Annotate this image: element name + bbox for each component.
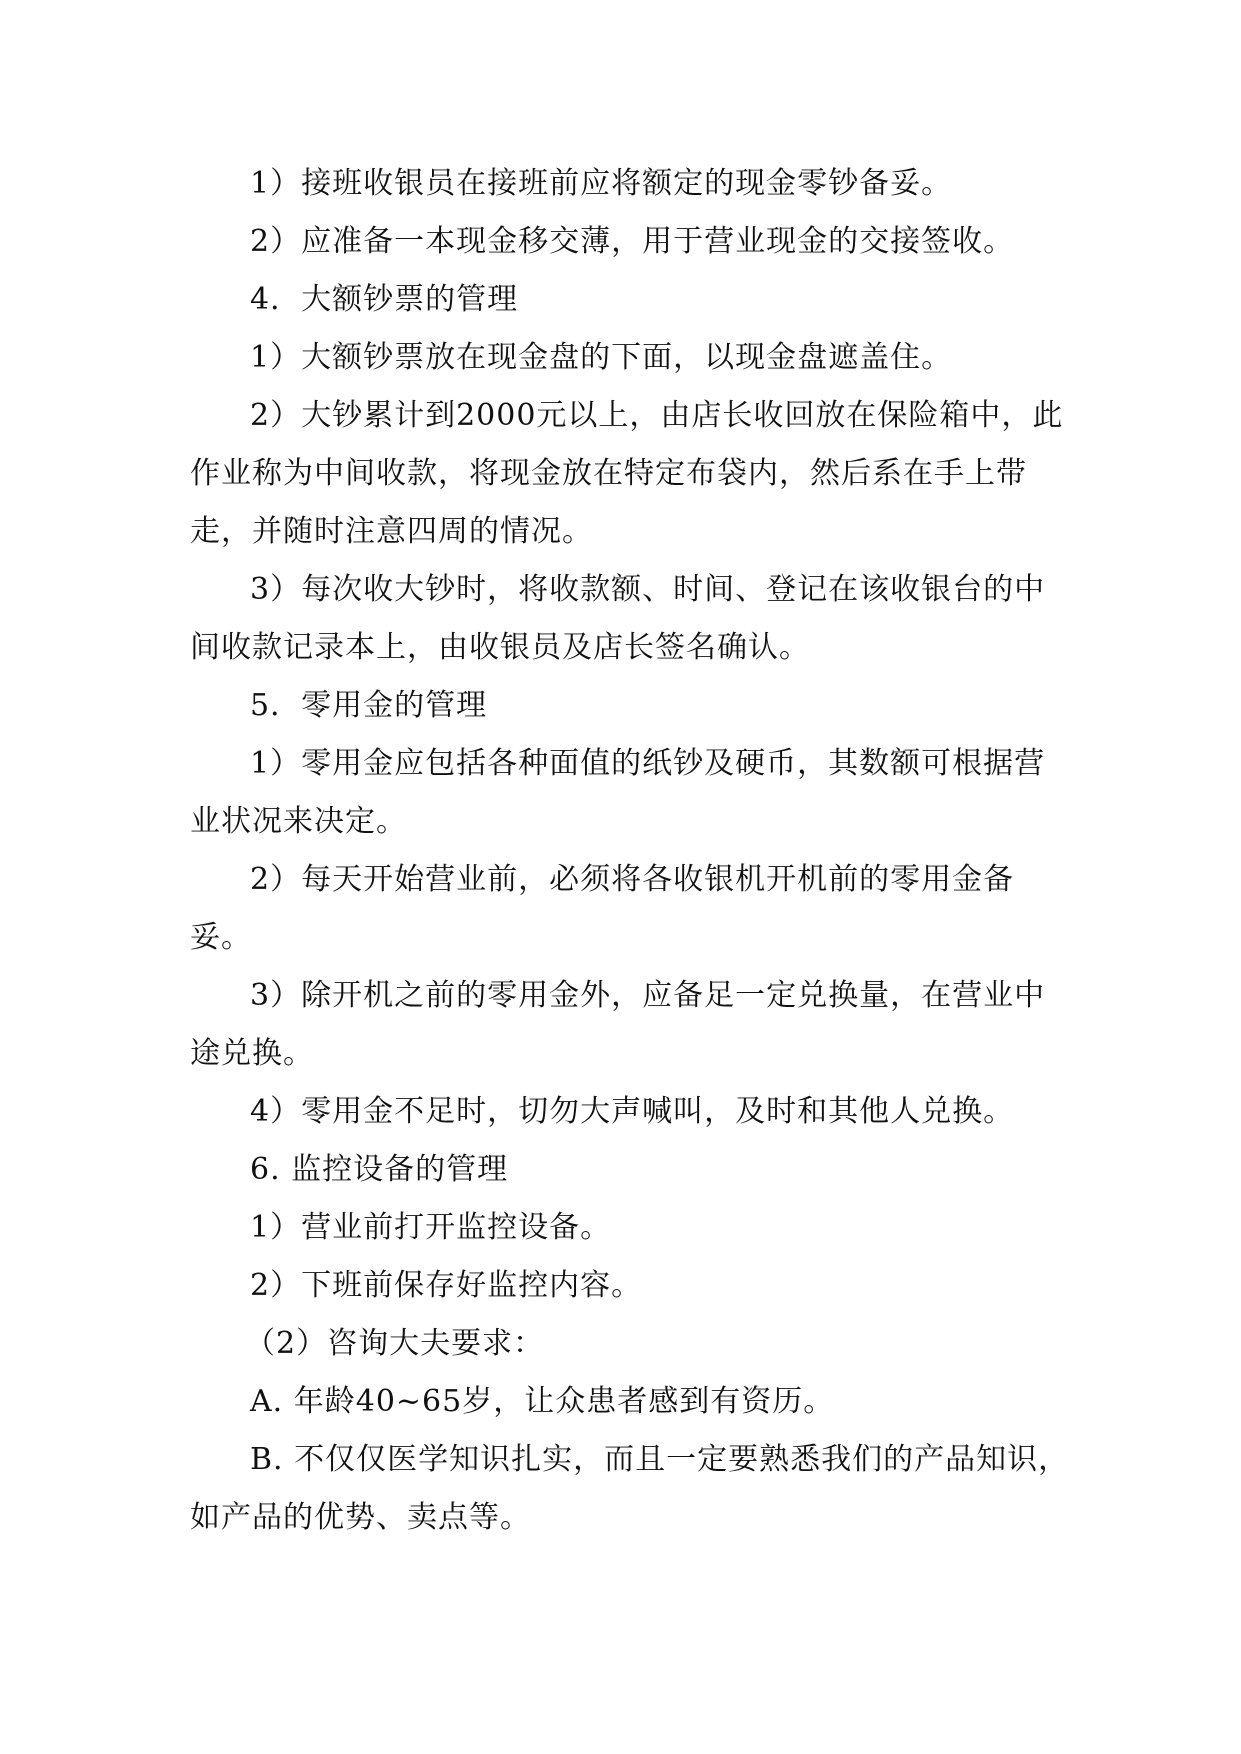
paragraph: 2）下班前保存好监控内容。 xyxy=(250,1268,643,1303)
paragraph: 1）接班收银员在接班前应将额定的现金零钞备妥。 xyxy=(250,166,953,201)
paragraph: B. 不仅仅医学知识扎实，而且一定要熟悉我们的产品知识，如产品的优势、卖点等。 xyxy=(190,1442,1070,1535)
section-heading: 5．零用金的管理 xyxy=(250,688,488,723)
paragraph: 1）零用金应包括各种面值的纸钞及硬币，其数额可根据营业状况来决定。 xyxy=(190,746,1046,839)
paragraph: 1）营业前打开监控设备。 xyxy=(250,1210,612,1245)
paragraph: A. 年龄40~65岁，让众患者感到有资历。 xyxy=(250,1384,835,1419)
paragraph: 1）大额钞票放在现金盘的下面，以现金盘遮盖住。 xyxy=(250,340,953,375)
paragraph: 3）每次收大钞时，将收款额、时间、登记在该收银台的中间收款记录本上，由收银员及店长签名确认。 xyxy=(190,572,1046,665)
paragraph: 2）应准备一本现金移交薄，用于营业现金的交接签收。 xyxy=(250,224,1015,259)
paragraph: 4）零用金不足时，切勿大声喊叫，及时和其他人兑换。 xyxy=(250,1094,1015,1129)
section-heading: 6. 监控设备的管理 xyxy=(250,1152,509,1187)
subsection-heading: （2）咨询大夫要求： xyxy=(245,1326,545,1361)
paragraph: 2）每天开始营业前，必须将各收银机开机前的零用金备妥。 xyxy=(190,862,1015,955)
document-body xyxy=(190,155,1070,1547)
section-heading: 4．大额钞票的管理 xyxy=(250,282,519,317)
paragraph: 2）大钞累计到2000元以上，由店长收回放在保险箱中，此作业称为中间收款，将现金放在特定布袋内，然后系在手上带走，并随时注意四周的情况。 xyxy=(190,398,1064,549)
paragraph: 3）除开机之前的零用金外，应备足一定兑换量，在营业中途兑换。 xyxy=(190,978,1046,1071)
